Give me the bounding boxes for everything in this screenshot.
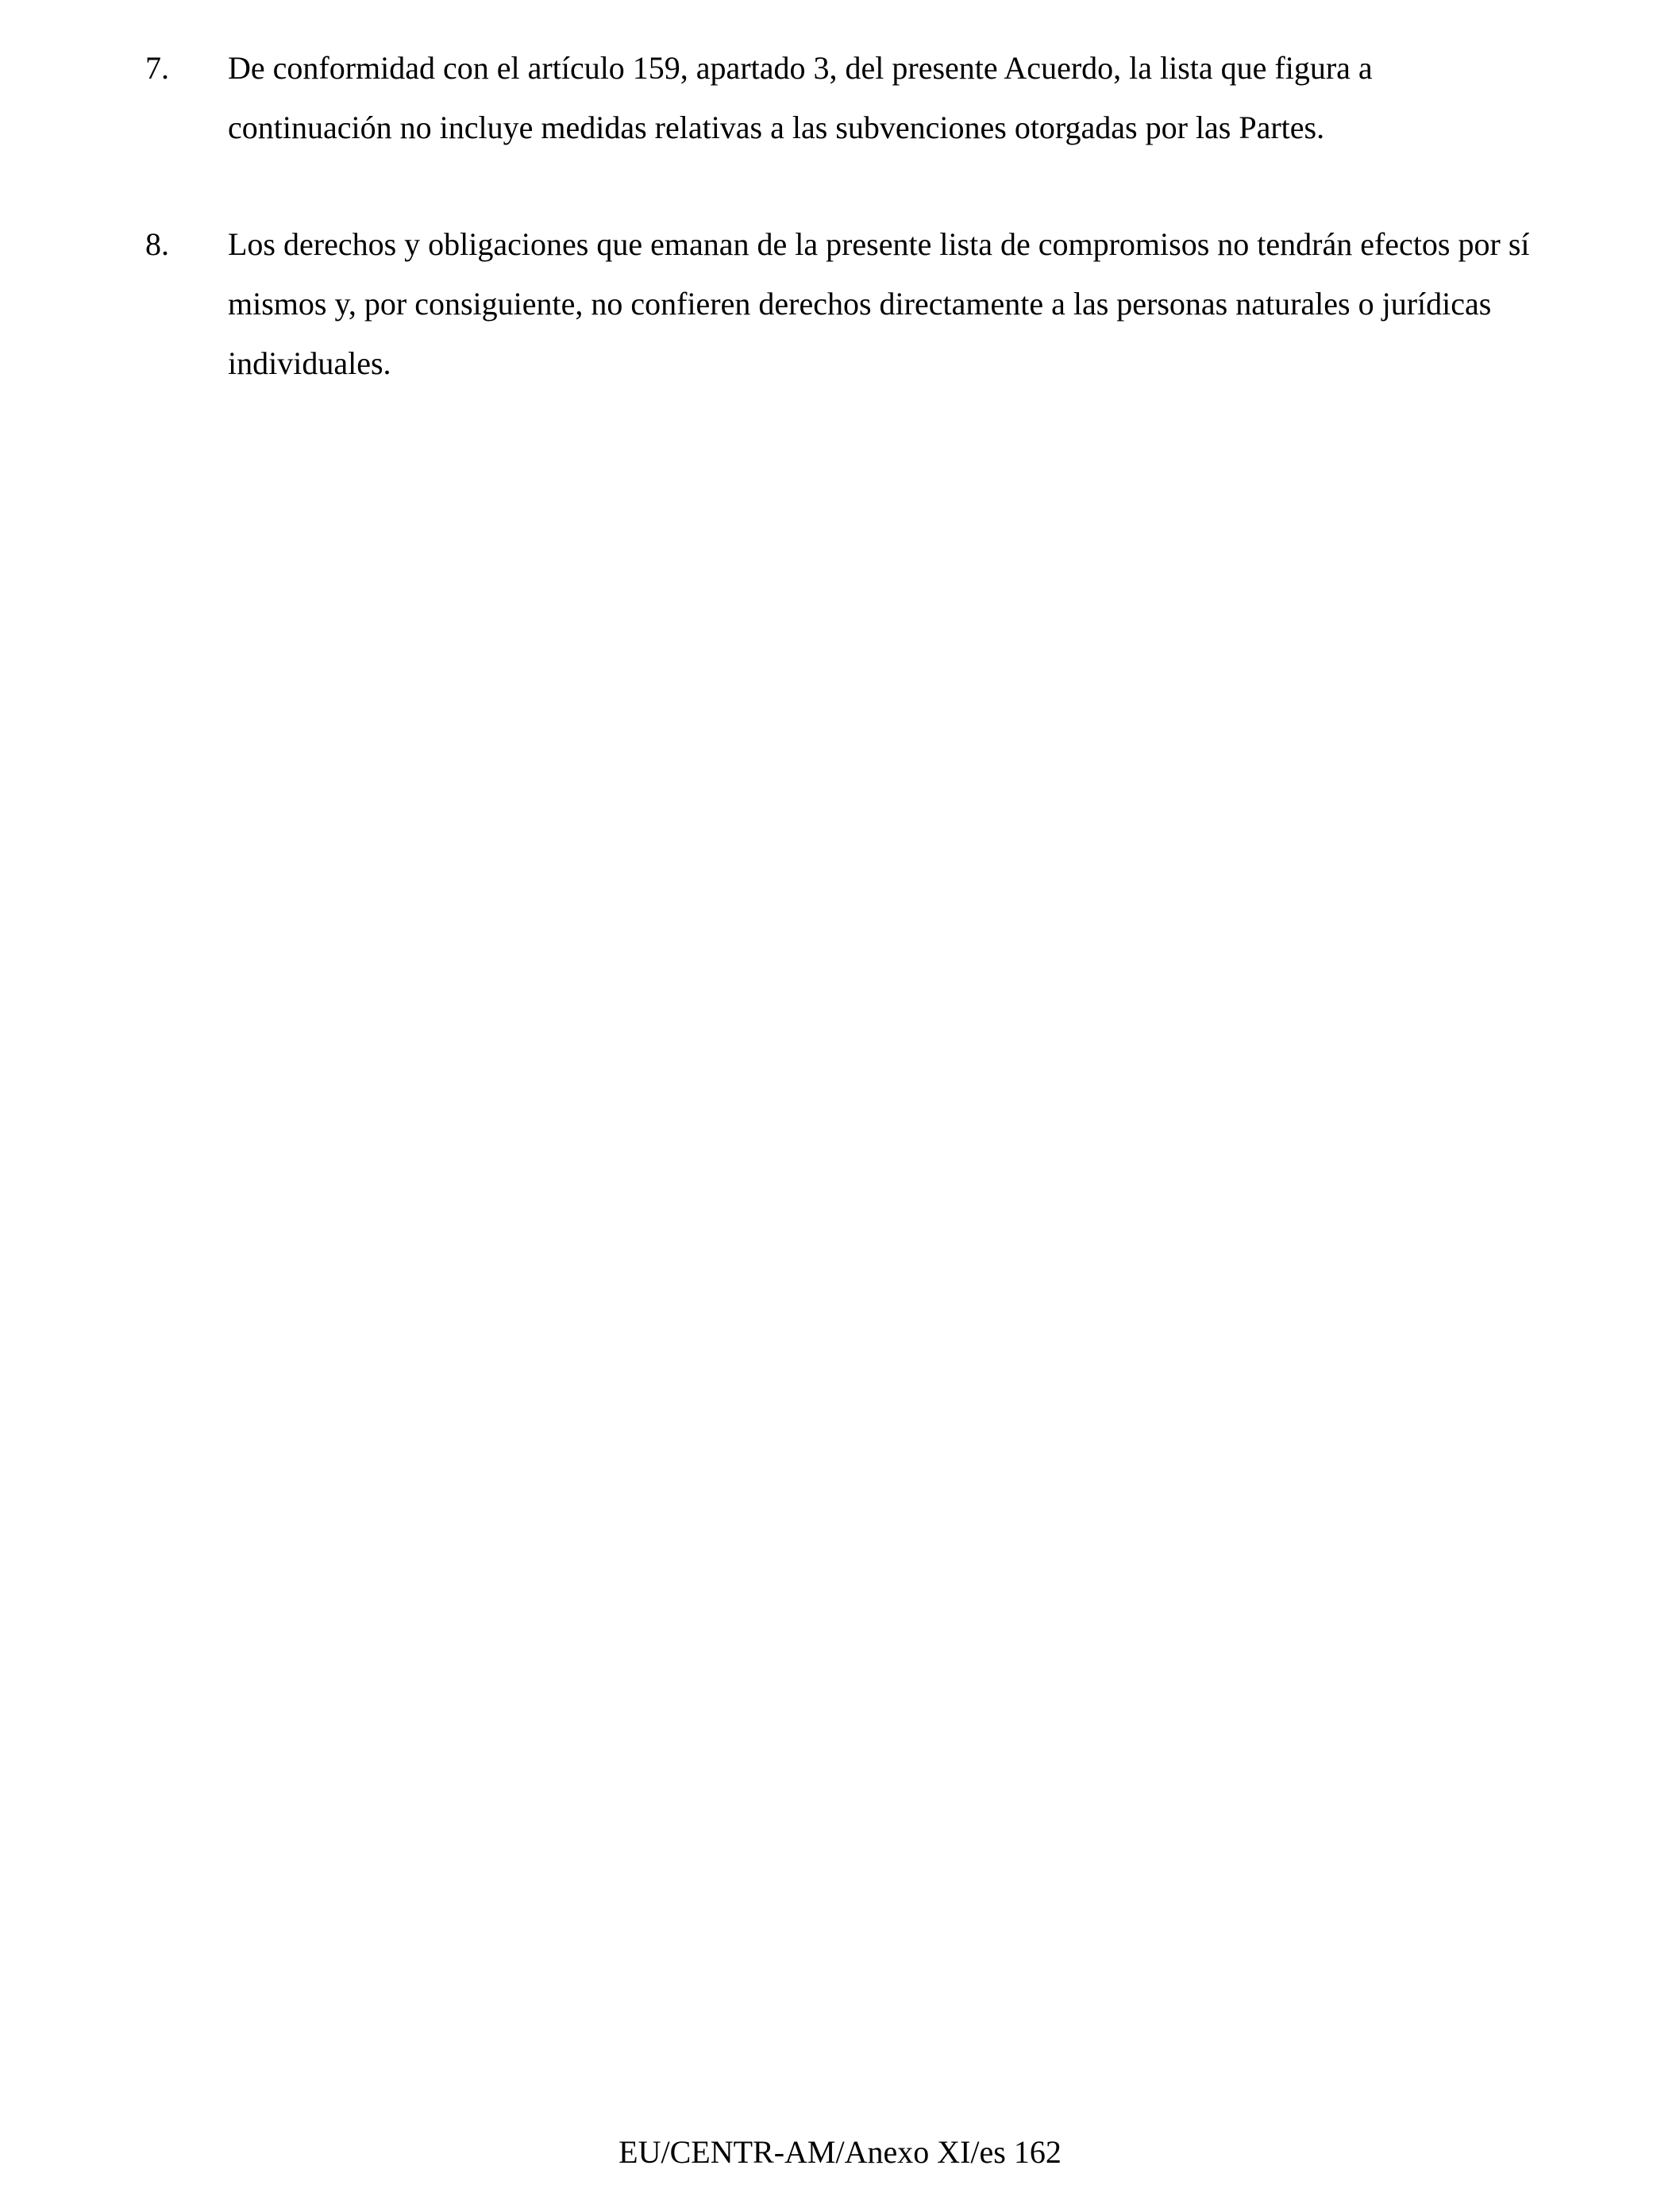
page-footer: EU/CENTR-AM/Anexo XI/es 162 <box>618 2134 1062 2170</box>
paragraph-text: Los derechos y obligaciones que emanan de la presente lista de compromisos no tendrán efectos por sí mismos y, por consiguiente, no confieren derechos directamente a las personas naturales o jurídicas individuales. <box>228 226 1530 381</box>
paragraph-number: 7. <box>145 50 169 86</box>
paragraph-text: De conformidad con el artículo 159, apartado 3, del presente Acuerdo, la lista que figura a continuación no incluye medidas relativas a las subvenciones otorgadas por las Partes. <box>228 50 1373 145</box>
paragraph-number: 8. <box>145 226 169 262</box>
